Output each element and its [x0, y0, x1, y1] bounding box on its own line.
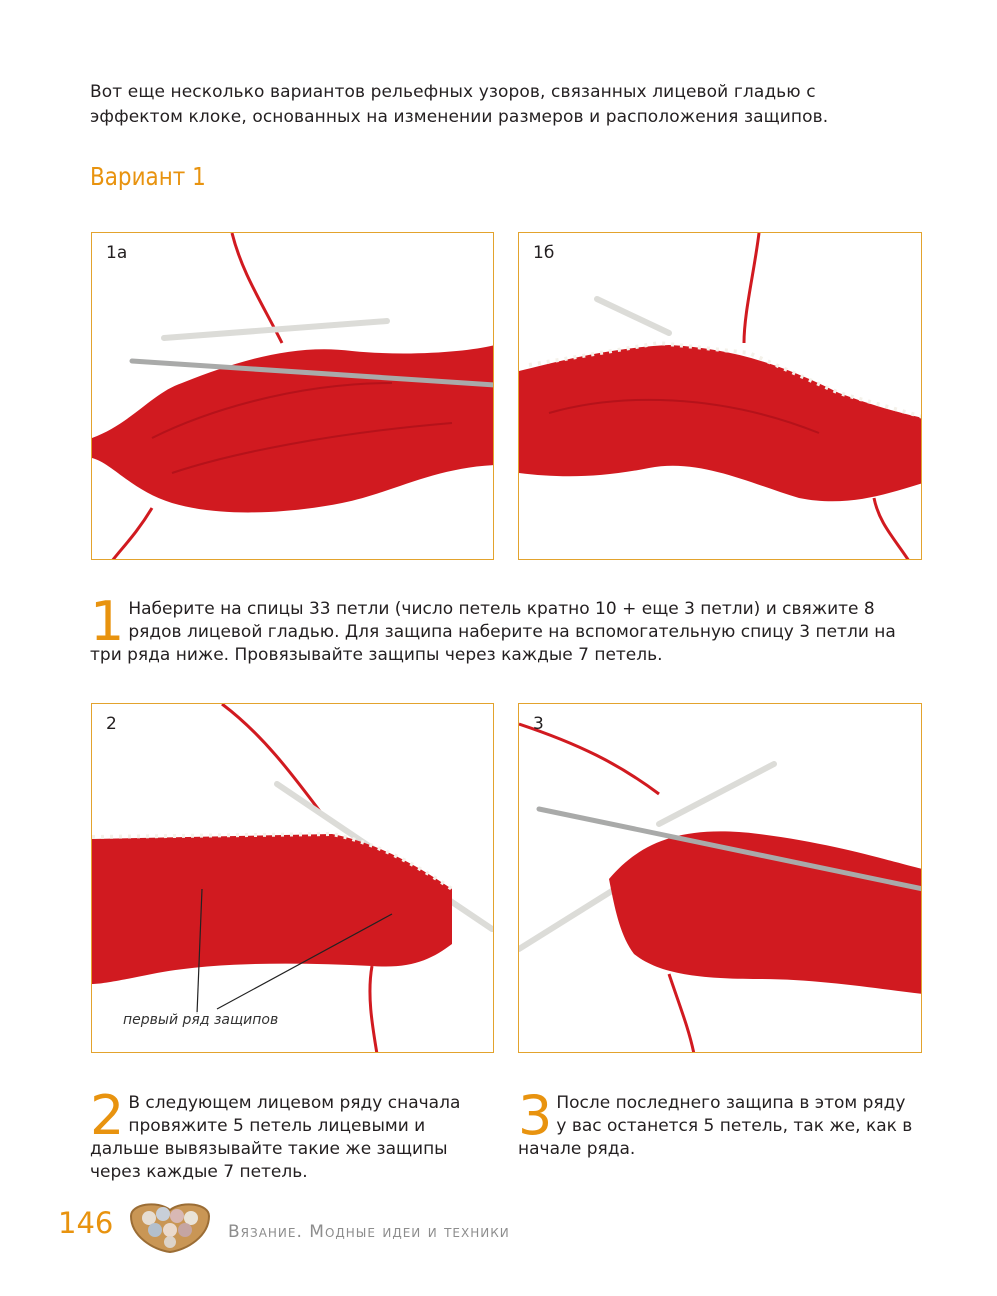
photo-3: [518, 703, 922, 1053]
step-text: После последнего защипа в этом ряду у вас останется 5 петель, так же, как в начале ряда.: [518, 1093, 913, 1159]
knitting-image-1b: [519, 233, 922, 560]
photo-label: 1а: [106, 243, 128, 263]
knitting-image-2: [92, 704, 494, 1053]
photo-label: 2: [106, 714, 117, 734]
step-2: [90, 1084, 485, 1184]
step-3: [518, 1084, 913, 1161]
knitting-image-1a: [92, 233, 494, 560]
step-number: 1: [90, 590, 125, 653]
book-title: Вязание. Модные идеи и техники: [228, 1222, 510, 1242]
step-text: В следующем лицевом ряду сначала провяжите 5 петель лицевыми и дальше вывязывайте такие же защипы через каждые 7 петель.: [90, 1093, 461, 1182]
page-number: 146: [58, 1206, 114, 1240]
photo-label: 1б: [533, 243, 555, 263]
knitting-image-3: [519, 704, 922, 1053]
photo-1b: [518, 232, 922, 560]
variant-heading: Вариант 1: [90, 162, 206, 191]
step-number: 3: [518, 1084, 553, 1147]
step-number: 2: [90, 1084, 125, 1147]
photo-1a: [91, 232, 494, 560]
photo-2: [91, 703, 494, 1053]
yarn-basket-icon: [127, 1196, 213, 1254]
step-1: [90, 590, 920, 667]
step-text: Наберите на спицы 33 петли (число петель кратно 10 + еще 3 петли) и свяжите 8 рядов лицевой гладью. Для защипа наберите на вспомогательную спицу 3 петли на три ряда ниже. Провязывайте защипы через каждые 7 петель.: [90, 599, 896, 665]
intro-paragraph: Вот еще несколько вариантов рельефных узоров, связанных лицевой гладью с эффектом клоке, основанных на изменении размеров и расположения защипов.: [90, 82, 829, 127]
photo-label: 3: [533, 714, 544, 734]
photo-caption: первый ряд защипов: [123, 1012, 279, 1028]
